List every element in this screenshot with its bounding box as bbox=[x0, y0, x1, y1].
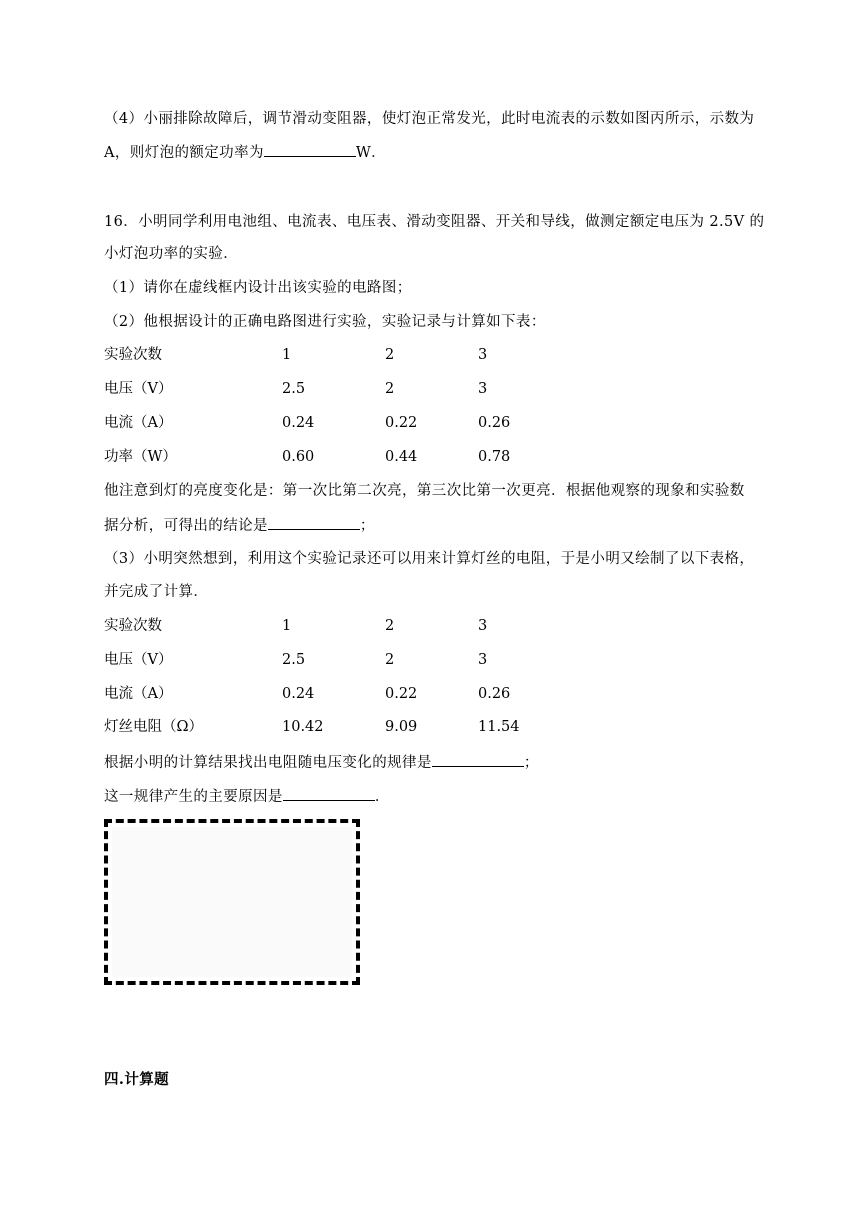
table-cell: 实验次数 bbox=[104, 618, 162, 634]
table-cell: 2 bbox=[385, 652, 395, 668]
table-cell: 3 bbox=[478, 652, 488, 668]
table-cell: 2.5 bbox=[282, 381, 306, 397]
table-cell: 0.44 bbox=[385, 449, 418, 465]
table-cell: 灯丝电阻（Ω） bbox=[104, 719, 204, 735]
table-cell: 电流（A） bbox=[104, 415, 173, 431]
q16-observation-text: 据分析，可得出的结论是 bbox=[104, 518, 268, 534]
table-cell: 9.09 bbox=[385, 719, 418, 735]
q15-part4-line2 bbox=[104, 142, 386, 163]
table-cell: 实验次数 bbox=[104, 347, 162, 363]
table-cell: 0.22 bbox=[385, 415, 418, 431]
answer-blank[interactable] bbox=[264, 142, 356, 157]
q16-intro-line1: 16．小明同学利用电池组、电流表、电压表、滑动变阻器、开关和导线，做测定额定电压为 2.5V 的 bbox=[104, 214, 765, 230]
table-cell: 2 bbox=[385, 618, 395, 634]
table-cell: 1 bbox=[282, 347, 292, 363]
q15-part4-unit: W． bbox=[355, 145, 387, 161]
q16-reason-line bbox=[104, 786, 390, 807]
table-cell: 3 bbox=[478, 347, 488, 363]
circuit-diagram-box[interactable] bbox=[104, 819, 360, 985]
table-cell: 3 bbox=[478, 618, 488, 634]
table-cell: 3 bbox=[478, 381, 488, 397]
table-cell: 功率（W） bbox=[104, 449, 177, 465]
table-cell: 1 bbox=[282, 618, 292, 634]
q16-part1: （1）请你在虚线框内设计出该实验的电路图； bbox=[104, 280, 412, 296]
q16-part3-line2: 并完成了计算． bbox=[104, 584, 209, 600]
table-cell: 0.60 bbox=[282, 449, 315, 465]
table-cell: 0.22 bbox=[385, 686, 418, 702]
table-cell: 2 bbox=[385, 381, 395, 397]
q16-observation-end: ； bbox=[359, 518, 375, 534]
table-cell: 0.26 bbox=[478, 415, 511, 431]
table-cell: 电流（A） bbox=[104, 686, 173, 702]
q16-part2: （2）他根据设计的正确电路图进行实验，实验记录与计算如下表： bbox=[104, 314, 546, 330]
q15-part4-text: A，则灯泡的额定功率为 bbox=[104, 145, 264, 161]
section-heading: 四.计算题 bbox=[104, 1071, 170, 1088]
q16-intro-line2: 小灯泡功率的实验． bbox=[104, 246, 239, 262]
table-cell: 0.26 bbox=[478, 686, 511, 702]
table-cell: 2 bbox=[385, 347, 395, 363]
table-cell: 电压（V） bbox=[104, 652, 173, 668]
table-cell: 10.42 bbox=[282, 719, 324, 735]
q16-reason-text: 这一规律产生的主要原因是 bbox=[104, 789, 283, 805]
q16-reason-end: ． bbox=[374, 789, 390, 805]
q16-part3-line1: （3）小明突然想到，利用这个实验记录还可以用来计算灯丝的电阻，于是小明又绘制了以下表格， bbox=[104, 551, 755, 567]
table-cell: 11.54 bbox=[478, 719, 520, 735]
q16-rule-text: 根据小明的计算结果找出电阻随电压变化的规律是 bbox=[104, 755, 432, 771]
q15-part4-line1: （4）小丽排除故障后，调节滑动变阻器，使灯泡正常发光，此时电流表的示数如图丙所示，示数为 bbox=[104, 111, 755, 127]
answer-blank[interactable] bbox=[432, 752, 524, 767]
circuit-diagram-area bbox=[112, 827, 352, 977]
table-cell: 0.24 bbox=[282, 686, 315, 702]
table-cell: 电压（V） bbox=[104, 381, 173, 397]
q16-rule-end: ； bbox=[523, 755, 539, 771]
table-cell: 0.24 bbox=[282, 415, 315, 431]
q16-observation-line2 bbox=[104, 515, 375, 536]
answer-blank[interactable] bbox=[268, 515, 360, 530]
q16-observation-line1: 他注意到灯的亮度变化是：第一次比第二次亮，第三次比第一次更亮．根据他观察的现象和实验数 bbox=[104, 483, 745, 499]
q16-rule-line bbox=[104, 752, 539, 773]
table-cell: 2.5 bbox=[282, 652, 306, 668]
table-cell: 0.78 bbox=[478, 449, 511, 465]
answer-blank[interactable] bbox=[283, 786, 375, 801]
